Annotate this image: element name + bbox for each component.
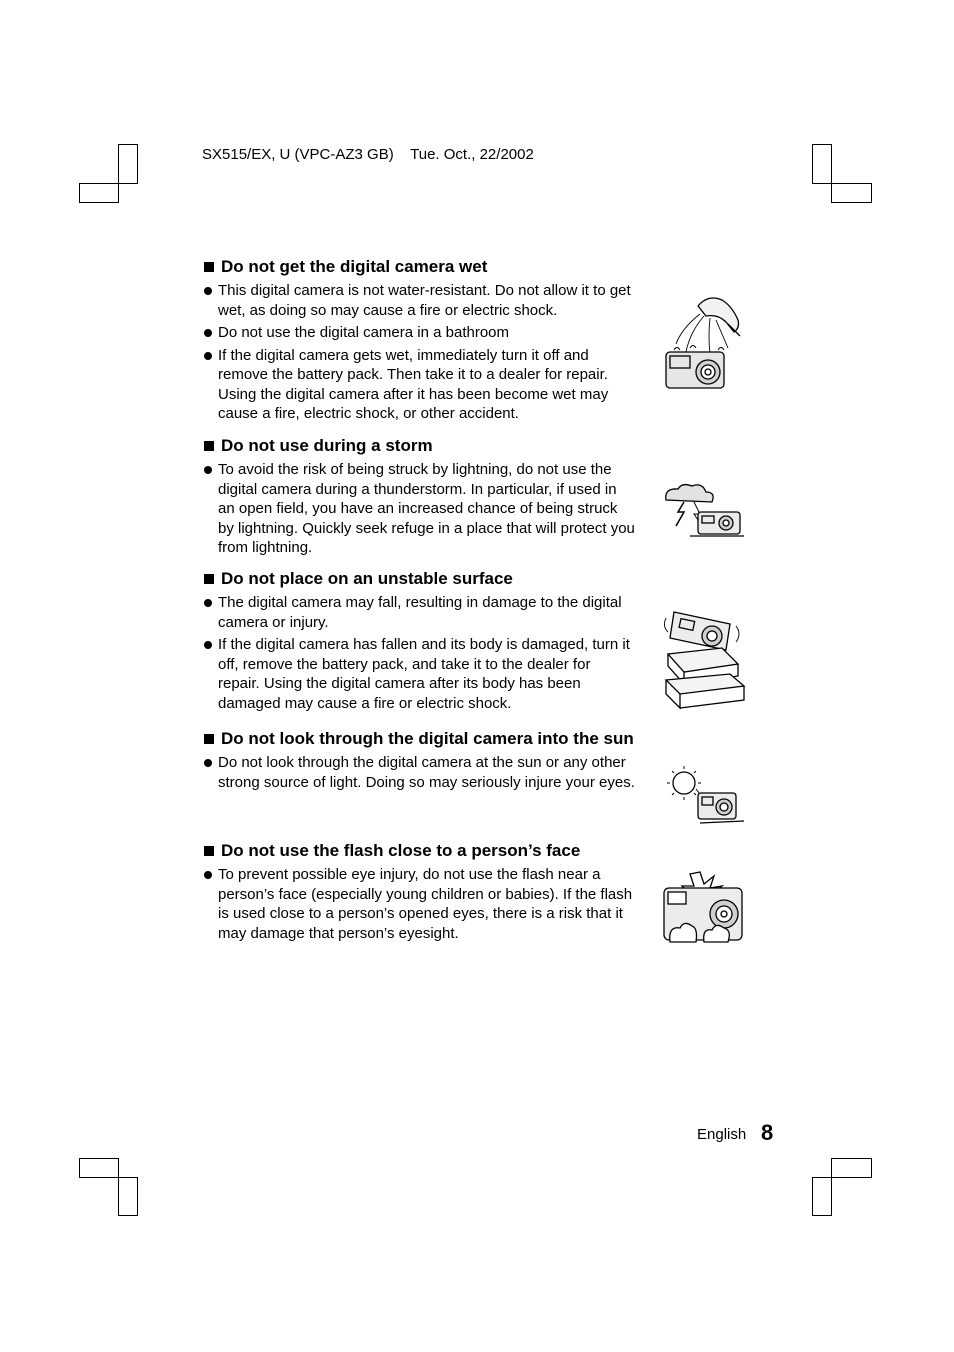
section-heading: [204, 257, 674, 277]
crop-mark-top-left-horizontal: [79, 183, 119, 203]
camera-flash-face-icon: [660, 868, 746, 946]
bullet-item: [204, 635, 636, 713]
section-camera-wet: [204, 257, 674, 427]
section-heading-text: Do not get the digital camera wet: [221, 257, 488, 276]
bullet-text: The digital camera may fall, resulting in damage to the digital camera or injury.: [218, 594, 622, 631]
crop-mark-bottom-left-vertical: [118, 1177, 138, 1216]
camera-thunderstorm-icon: [660, 482, 746, 540]
crop-mark-bottom-left-horizontal: [79, 1158, 119, 1178]
bullet-text: This digital camera is not water-resistant. Do not allow it to get wet, as doing so may cause a fire or electric shock.: [218, 282, 631, 319]
section-heading: [204, 841, 674, 861]
bullet-item: [204, 281, 636, 320]
square-bullet-icon: [204, 734, 214, 744]
square-bullet-icon: [204, 846, 214, 856]
crop-mark-bottom-right-horizontal: [831, 1158, 872, 1178]
bullet-text: If the digital camera gets wet, immediately turn it off and remove the battery pack. Then take it to a dealer for repair. Using the digital camera after it has been become wet may cause a fire, electric shock, or other accident.: [218, 346, 609, 422]
crop-mark-bottom-right-vertical: [812, 1177, 832, 1216]
bullet-item: [204, 323, 636, 343]
section-heading-text: Do not place on an unstable surface: [221, 569, 513, 588]
bullet-item: [204, 593, 636, 632]
square-bullet-icon: [204, 441, 214, 451]
bullet-dot-icon: [204, 352, 212, 360]
section-heading: [204, 569, 674, 589]
bullet-dot-icon: [204, 759, 212, 767]
section-heading-text: Do not look through the digital camera into the sun: [221, 729, 634, 748]
section-heading: [204, 729, 674, 749]
section-heading: [204, 436, 674, 456]
camera-shower-wet-icon: [660, 292, 748, 402]
crop-mark-top-left-vertical: [118, 144, 138, 184]
bullet-text: Do not look through the digital camera at the sun or any other strong source of light. Doing so may seriously injure your eyes.: [218, 754, 635, 791]
bullet-item: [204, 460, 636, 558]
bullet-item: [204, 753, 636, 792]
camera-sun-icon: [660, 763, 746, 827]
bullet-dot-icon: [204, 641, 212, 649]
bullet-dot-icon: [204, 599, 212, 607]
bullet-item: [204, 346, 636, 424]
footer-language: English: [697, 1126, 747, 1143]
section-sun: [204, 729, 674, 795]
section-heading-text: Do not use the flash close to a person’s face: [221, 841, 581, 860]
bullet-dot-icon: [204, 466, 212, 474]
camera-unstable-books-icon: [660, 604, 746, 712]
square-bullet-icon: [204, 262, 214, 272]
section-heading-text: Do not use during a storm: [221, 436, 433, 455]
section-storm: [204, 436, 674, 561]
bullet-text: To avoid the risk of being struck by lightning, do not use the digital camera during a thunderstorm. In particular, if used in an open field, you have an increased chance of being struck by lightning. Quickly seek refuge in a place that will protect you from lightning.: [218, 461, 635, 556]
bullet-text: To prevent possible eye injury, do not use the flash near a person’s face (especially young children or babies). If the flash is used close to a person’s opened eyes, there is a risk that it may damage that person’s eyesight.: [218, 866, 633, 942]
bullet-text: If the digital camera has fallen and its body is damaged, turn it off, remove the battery pack, and take it to the dealer for repair. Using the digital camera after its body has been damaged may cause a fire or electric shock.: [218, 636, 630, 712]
bullet-dot-icon: [204, 871, 212, 879]
bullet-item: [204, 865, 636, 943]
document-header: SX515/EX, U (VPC-AZ3 GB) Tue. Oct., 22/2002: [202, 146, 534, 163]
bullet-dot-icon: [204, 287, 212, 295]
page-number: 8: [761, 1120, 774, 1145]
section-flash: [204, 841, 674, 946]
crop-mark-top-right-vertical: [812, 144, 832, 184]
bullet-text: Do not use the digital camera in a bathroom: [218, 324, 509, 341]
square-bullet-icon: [204, 574, 214, 584]
crop-mark-top-right-horizontal: [831, 183, 872, 203]
bullet-dot-icon: [204, 329, 212, 337]
section-unstable-surface: [204, 569, 674, 716]
